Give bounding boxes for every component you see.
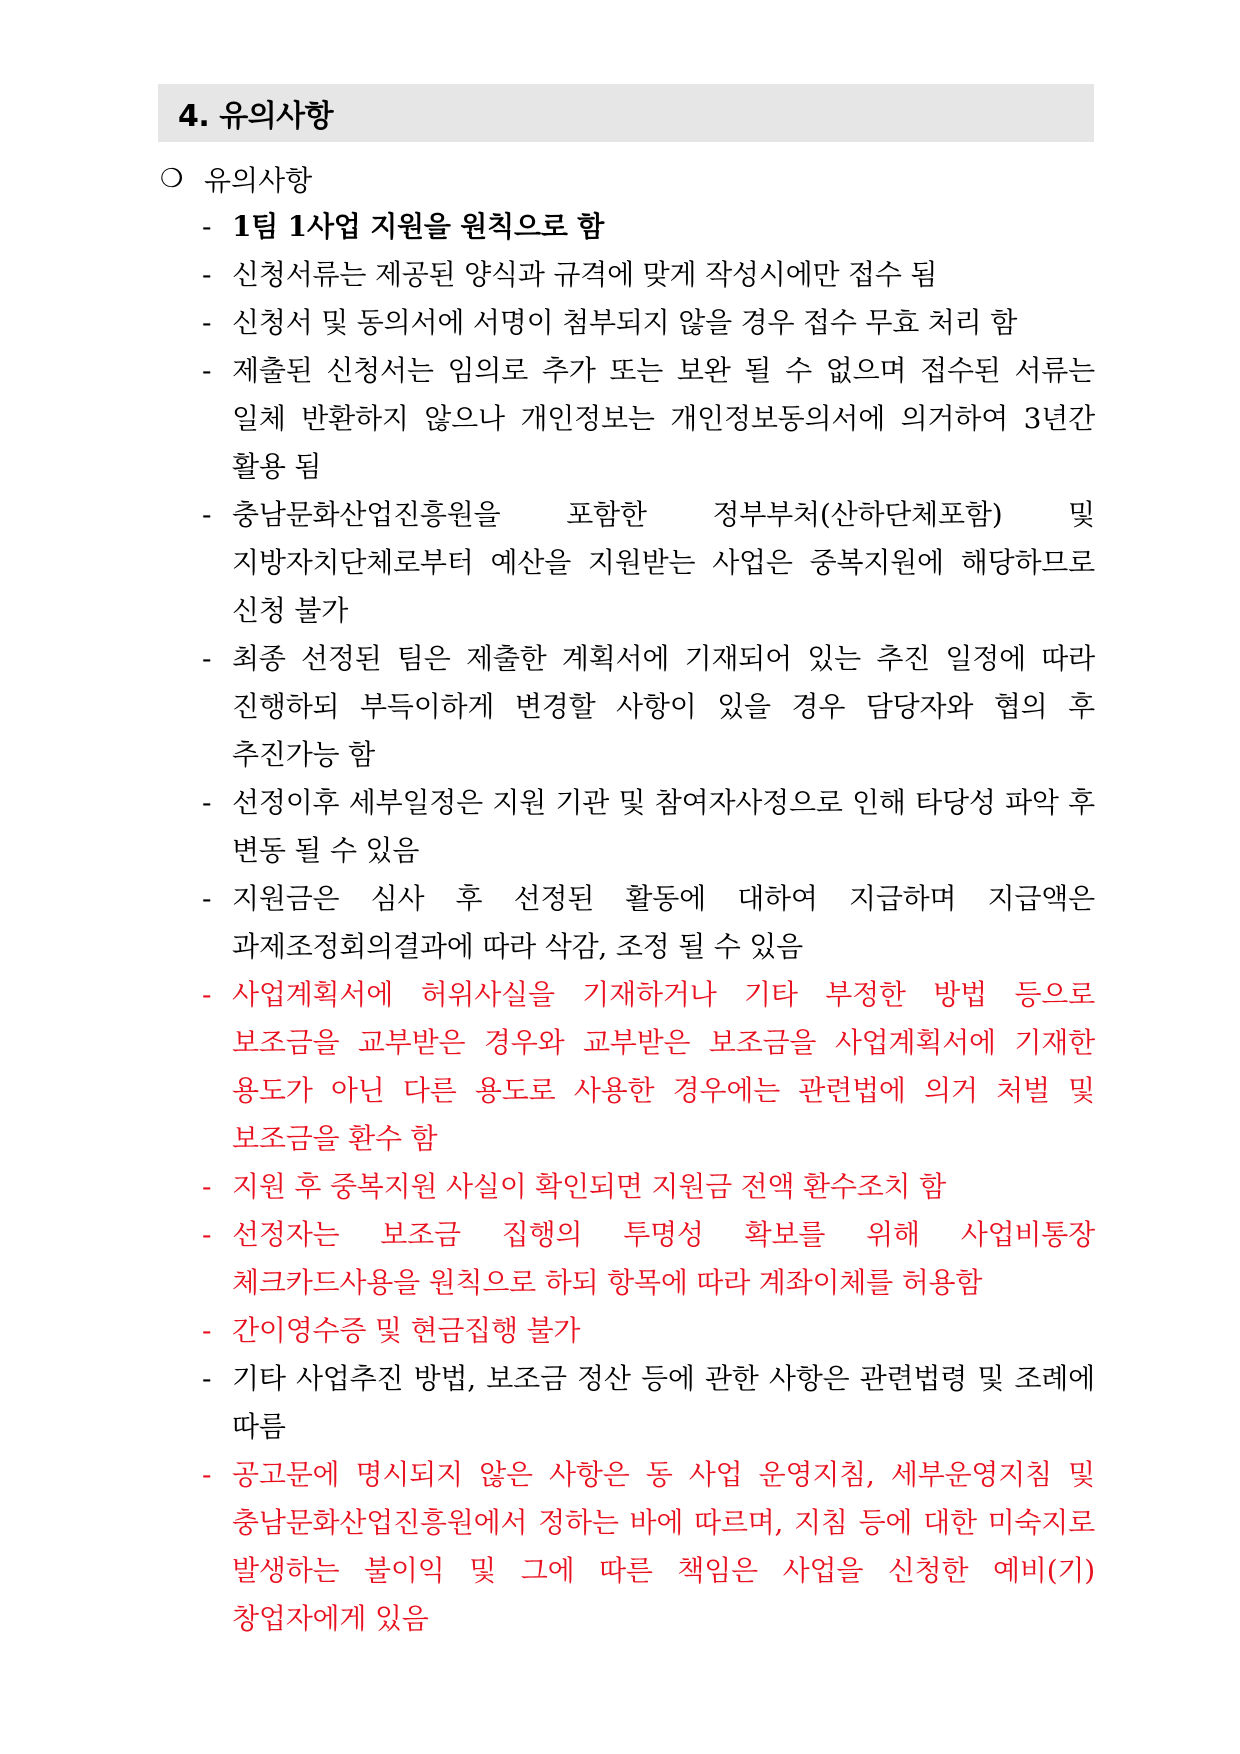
dash-bullet-icon: - [202, 210, 212, 243]
list-item-text: 최종 선정된 팀은 제출한 계획서에 기재되어 있는 추진 일정에 따라 진행하되 부득이하게 변경할 사항이 있을 경우 담당자와 협의 후 추진가능 함 [232, 642, 1095, 771]
list-item-text: 신청서류는 제공된 양식과 규격에 맞게 작성시에만 접수 됨 [232, 258, 938, 291]
list-item-text: 간이영수증 및 현금집행 불가 [232, 1314, 581, 1347]
list-item-text: 기타 사업추진 방법, 보조금 정산 등에 관한 사항은 관련법령 및 조례에 따름 [232, 1362, 1095, 1443]
list-item-text: 선정자는 보조금 집행의 투명성 확보를 위해 사업비통장 체크카드사용을 원칙으로 하되 항목에 따라 계좌이체를 허용함 [232, 1218, 1095, 1299]
section-title: 4. 유의사항 [178, 99, 334, 134]
list-item [202, 635, 1095, 779]
list-item-text: 지원금은 심사 후 선정된 활동에 대하여 지급하며 지급액은 과제조정회의결과에 따라 삭감, 조정 될 수 있음 [232, 882, 1095, 963]
list-item-text: 사업계획서에 허위사실을 기재하거나 기타 부정한 방법 등으로 보조금을 교부받은 경우와 교부받은 보조금을 사업계획서에 기재한 용도가 아닌 다른 용도로 사용한 경우에는 관련법에 의거 처벌 및 보조금을 환수 함 [232, 978, 1095, 1155]
list-item-text: 충남문화산업진흥원을 포함한 정부부처(산하단체포함) 및 지방자치단체로부터 예산을 지원받는 사업은 중복지원에 해당하므로 신청 불가 [232, 498, 1095, 627]
notice-heading [160, 155, 1095, 203]
dash-bullet-icon: - [202, 1458, 212, 1491]
circle-bullet-icon: ❍ [160, 164, 184, 194]
notice-list [202, 203, 1095, 1643]
dash-bullet-icon: - [202, 1218, 212, 1251]
dash-bullet-icon: - [202, 1362, 212, 1395]
list-item [202, 347, 1095, 491]
list-item [202, 875, 1095, 971]
list-item [202, 1307, 1095, 1355]
list-item [202, 491, 1095, 635]
dash-bullet-icon: - [202, 882, 212, 915]
list-item [202, 779, 1095, 875]
list-item-text: 제출된 신청서는 임의로 추가 또는 보완 될 수 없으며 접수된 서류는 일체 반환하지 않으나 개인정보는 개인정보동의서에 의거하여 3년간 활용 됨 [232, 354, 1095, 483]
dash-bullet-icon: - [202, 642, 212, 675]
notice-heading-label: 유의사항 [204, 164, 313, 197]
dash-bullet-icon: - [202, 1314, 212, 1347]
dash-bullet-icon: - [202, 354, 212, 387]
dash-bullet-icon: - [202, 786, 212, 819]
list-item [202, 1451, 1095, 1643]
list-item [202, 251, 1095, 299]
dash-bullet-icon: - [202, 1170, 212, 1203]
list-item-text: 신청서 및 동의서에 서명이 첨부되지 않을 경우 접수 무효 처리 함 [232, 306, 1018, 339]
dash-bullet-icon: - [202, 498, 212, 531]
list-item [202, 1211, 1095, 1307]
section-header [158, 84, 1094, 142]
notice-content [160, 155, 1095, 1643]
list-item [202, 971, 1095, 1163]
dash-bullet-icon: - [202, 978, 212, 1011]
dash-bullet-icon: - [202, 306, 212, 339]
list-item [202, 299, 1095, 347]
list-item [202, 1163, 1095, 1211]
list-item [202, 203, 1095, 251]
list-item [202, 1355, 1095, 1451]
dash-bullet-icon: - [202, 258, 212, 291]
list-item-text: 선정이후 세부일정은 지원 기관 및 참여자사정으로 인해 타당성 파악 후 변동 될 수 있음 [232, 786, 1095, 867]
list-item-text: 지원 후 중복지원 사실이 확인되면 지원금 전액 환수조치 함 [232, 1170, 946, 1203]
list-item-text: 공고문에 명시되지 않은 사항은 동 사업 운영지침, 세부운영지침 및 충남문화산업진흥원에서 정하는 바에 따르며, 지침 등에 대한 미숙지로 발생하는 불이익 및 그에 따른 책임은 사업을 신청한 예비(기)창업자에게 있음 [232, 1458, 1095, 1635]
list-item-text: 1팀 1사업 지원을 원칙으로 함 [232, 210, 605, 243]
